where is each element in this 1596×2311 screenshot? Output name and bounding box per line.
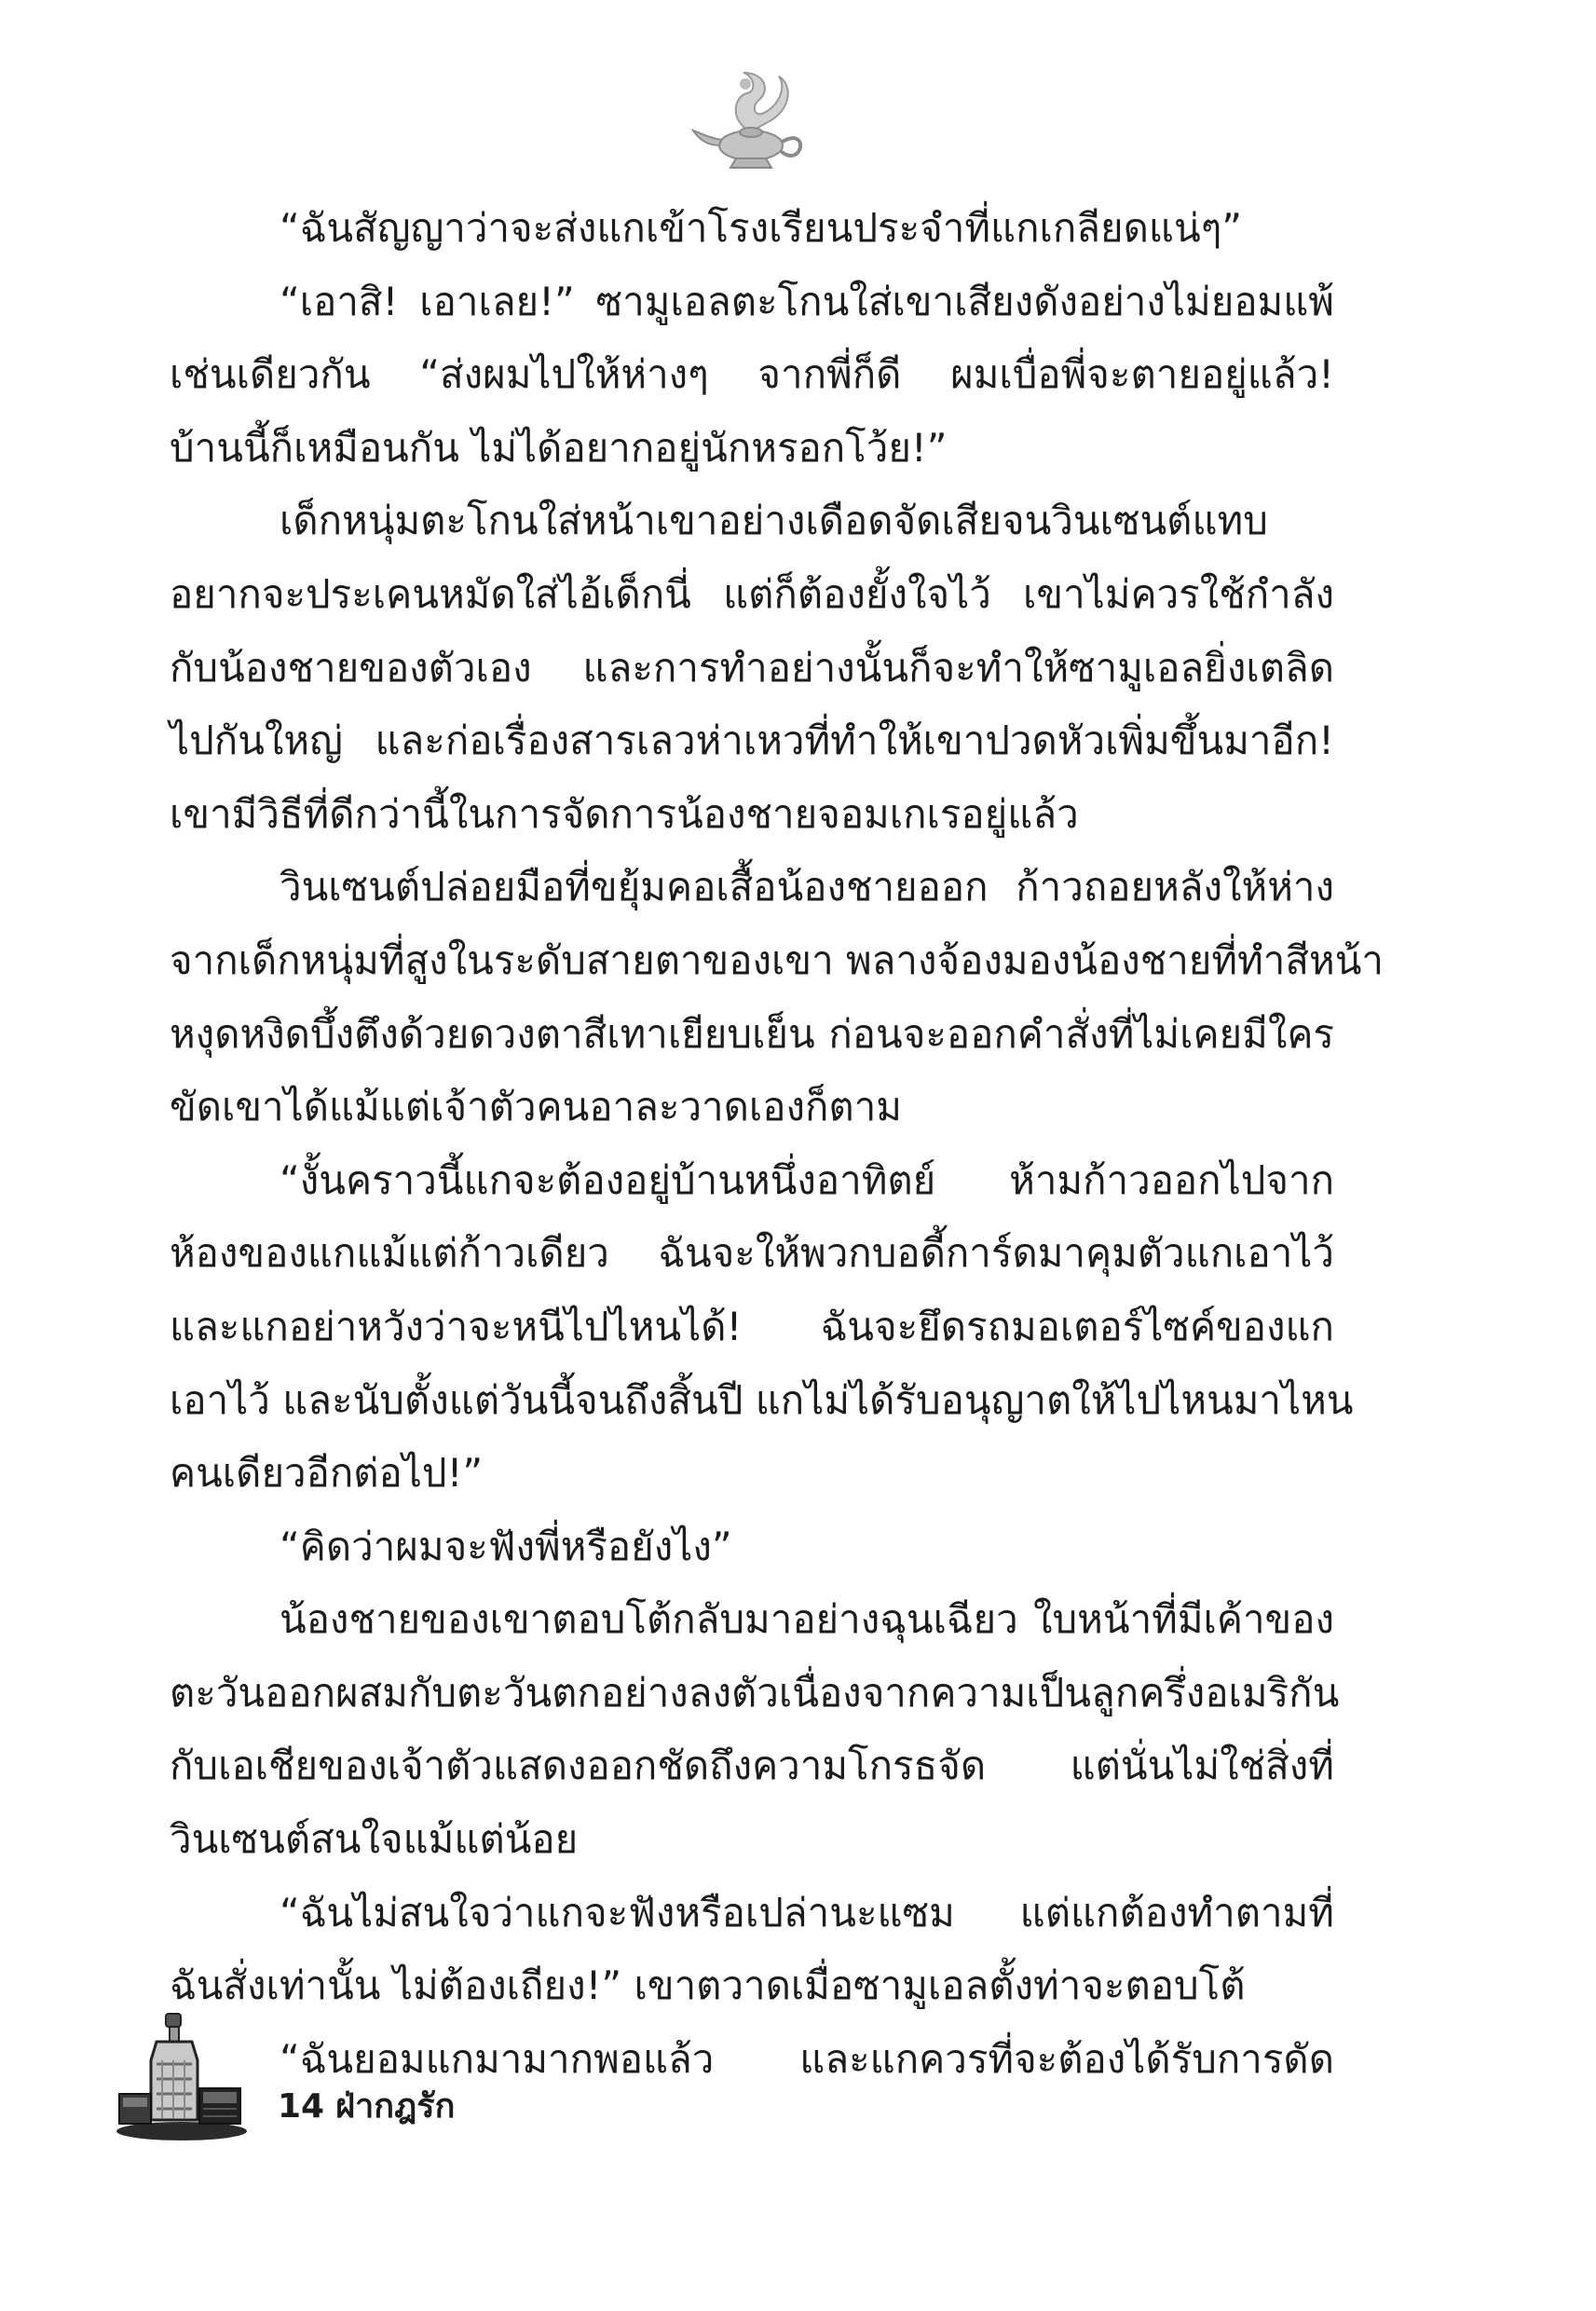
- text-line: วินเซนต์ปล่อยมือที่ขยุ้มคอเสื้อน้องชายออก ก้าวถอยหลังให้ห่าง: [280, 864, 1334, 910]
- page-footer: [112, 2008, 671, 2148]
- magic-lamp-icon: [689, 67, 811, 179]
- text-line: ห้องของแกแม้แต่ก้าวเดียว ฉันจะให้พวกบอดี้การ์ดมาคุมตัวแกเอาไว้: [170, 1230, 1334, 1277]
- text-line: น้องชายของเขาตอบโต้กลับมาอย่างฉุนเฉียว ใบหน้าที่มีเค้าของ: [280, 1596, 1334, 1643]
- book-title: ฝ่ากฎรัก: [335, 2087, 456, 2126]
- text-line: “งั้นคราวนี้แกจะต้องอยู่บ้านหนึ่งอาทิตย์ ห้ามก้าวออกไปจาก: [280, 1156, 1334, 1203]
- text-line: “ฉันไม่สนใจว่าแกจะฟังหรือเปล่านะแซม แต่แกต้องทำตามที่: [280, 1889, 1334, 1935]
- text-line: เช่นเดียวกัน “ส่งผมไปให้ห่างๆ จากพี่ก็ดี ผมเบื่อพี่จะตายอยู่แล้ว!: [170, 351, 1334, 398]
- text-line: “ฉันสัญญาว่าจะส่งแกเข้าโรงเรียนประจำที่แกเกลียดแน่ๆ”: [280, 205, 1243, 251]
- text-line: เอาไว้ และนับตั้งแต่วันนี้จนถึงสิ้นปี แกไม่ได้รับอนุญาตให้ไปไหนมาไหน: [170, 1376, 1354, 1423]
- text-line: ตะวันออกผสมกับตะวันตกอย่างลงตัวเนื่องจากความเป็นลูกครึ่งอเมริกัน: [170, 1669, 1340, 1716]
- text-line: อยากจะประเคนหมัดใส่ไอ้เด็กนี่ แต่ก็ต้องยั้งใจไว้ เขาไม่ควรใช้กำลัง: [170, 570, 1334, 617]
- text-line: บ้านนี้ก็เหมือนกัน ไม่ได้อยากอยู่นักหรอกโว้ย!”: [170, 424, 948, 471]
- text-line: ขัดเขาได้แม้แต่เจ้าตัวคนอาละวาดเองก็ตาม: [170, 1084, 902, 1130]
- text-line: ฉันสั่งเท่านั้น ไม่ต้องเถียง!” เขาตวาดเมื่อซามูเอลตั้งท่าจะตอบโต้: [170, 1962, 1246, 2009]
- text-line: “เอาสิ! เอาเลย!” ซามูเอลตะโกนใส่เขาเสียงดังอย่างไม่ยอมแพ้: [280, 278, 1334, 324]
- text-line: เขามีวิธีที่ดีกว่านี้ในการจัดการน้องชายจอมเกเรอยู่แล้ว: [170, 790, 1079, 837]
- page-number: 14: [278, 2087, 325, 2126]
- text-line: กับน้องชายของตัวเอง และการทำอย่างนั้นก็จะทำให้ซามูเอลยิ่งเตลิด: [170, 644, 1334, 691]
- text-line: ไปกันใหญ่ และก่อเรื่องสารเลวห่าเหวที่ทำให้เขาปวดหัวเพิ่มขึ้นมาอีก!: [170, 718, 1334, 764]
- text-line: จากเด็กหนุ่มที่สูงในระดับสายตาของเขา พลางจ้องมองน้องชายที่ทำสีหน้า: [170, 937, 1384, 983]
- text-line: เด็กหนุ่มตะโกนใส่หน้าเขาอย่างเดือดจัดเสียจนวินเซนต์แทบ: [280, 498, 1268, 544]
- text-line: กับเอเชียของเจ้าตัวแสดงออกชัดถึงความโกรธจัด แต่นั่นไม่ใช่สิ่งที่: [170, 1743, 1334, 1789]
- text-line: คนเดียวอีกต่อไป!”: [170, 1450, 484, 1497]
- text-line: และแกอย่าหวังว่าจะหนีไปไหนได้! ฉันจะยึดรถมอเตอร์ไซค์ของแก: [170, 1303, 1334, 1349]
- text-line: วินเซนต์สนใจแม้แต่น้อย: [170, 1816, 579, 1863]
- text-line: หงุดหงิดบึ้งตึงด้วยดวงตาสีเทาเยียบเย็น ก่อนจะออกคำสั่งที่ไม่เคยมีใคร: [170, 1010, 1334, 1057]
- story-text: [170, 192, 1384, 2096]
- text-line: “ฉันยอมแกมามากพอแล้ว และแกควรที่จะต้องได้รับการดัด: [280, 2035, 1334, 2082]
- text-line: “คิดว่าผมจะฟังพี่หรือยังไง”: [280, 1523, 732, 1569]
- decanter-and-glasses-icon: [112, 2008, 252, 2148]
